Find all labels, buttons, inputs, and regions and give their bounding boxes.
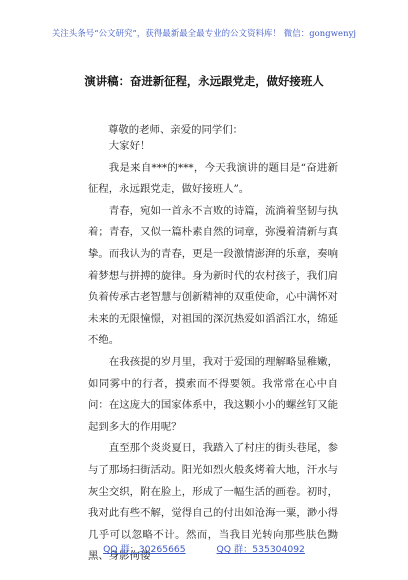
paragraph-childhood: 在我孩提的岁月里，我对于爱国的理解略显稚嫩，如同雾中的行者，摸索而不得要领。我常常在心中自问：在这庞大的国家体系中，我这颗小小的螺丝钉又能起到多大的作用呢？ bbox=[88, 355, 338, 433]
document-title: 演讲稿：奋进新征程，永远跟党走，做好接班人 bbox=[84, 74, 324, 88]
footer-qq-group-1[interactable]: QQ 群：30265665 bbox=[103, 544, 186, 555]
greeting-line: 尊敬的老师、亲爱的同学们： bbox=[108, 124, 244, 136]
paragraph-intro: 我是来自***的***，今天我演讲的题目是“奋进新征程，永远跟党走，做好接班人”。 bbox=[88, 161, 338, 196]
paragraph-youth: 青春，宛如一首永不言败的诗篇，流淌着坚韧与执着；青春，又似一篇朴素自然的词章，弥漫着清新与真挚。而我认为的青春，更是一段激情澎湃的乐章，奏响着梦想与拼搏的旋律。身为新时代的农村孩子，我们肩负着传承古老智慧与创新精神的双重使命，心中满怀对未来的无限憧憬，对祖国的深沉热爱如滔滔江水，绵延不绝。 bbox=[88, 204, 338, 347]
footer-contacts bbox=[0, 541, 408, 555]
paragraph-summer: 直至那个炎炎夏日，我踏入了村庄的街头巷尾，参与了那场扫街活动。阳光如烈火般炙烤着大地，汗水与灰尘交织，附在脸上，形成了一幅生活的画卷。初时，我对此有些不解，觉得自己的付出如沧海一粟，渺小得几乎可以忽略不计。然而，当我目光转向那些肤色黝黑、身影佝偻 bbox=[88, 442, 338, 563]
document-body bbox=[88, 136, 338, 568]
footer-qq-group-2[interactable]: QQ 群：535304092 bbox=[216, 544, 305, 555]
paragraph-hello: 大家好！ bbox=[108, 140, 151, 152]
header-banner: 关注头条号“公文研究”，获得最新最全最专业的公文资料库！ 微信：gongwenyj bbox=[51, 28, 357, 38]
